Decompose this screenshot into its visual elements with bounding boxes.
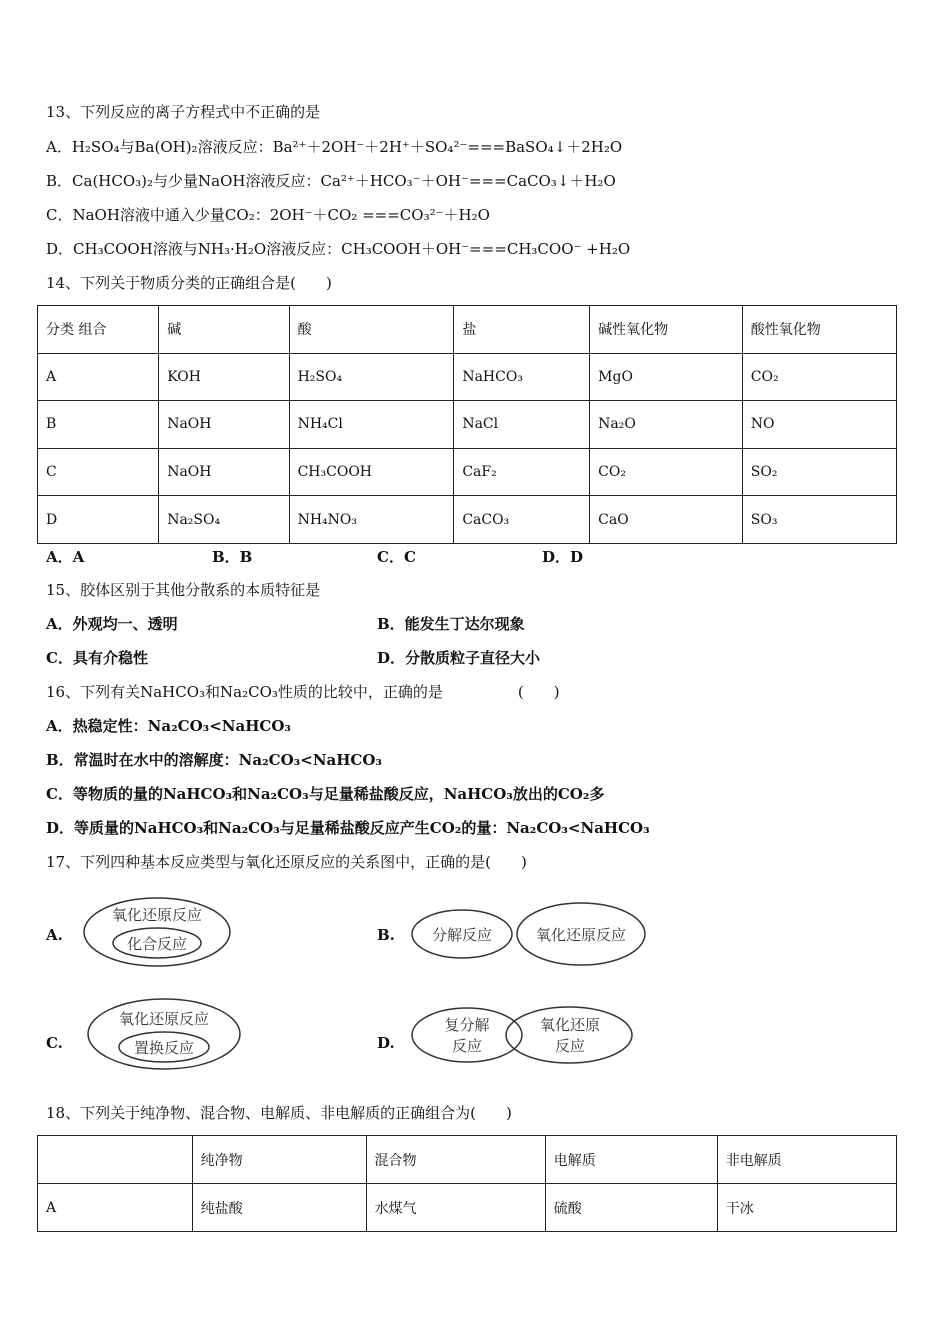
table-cell: CH₃COOH bbox=[289, 448, 454, 496]
table-row bbox=[38, 448, 897, 496]
q15-title: 15、胶体区别于其他分散系的本质特征是 bbox=[46, 581, 321, 599]
table-row bbox=[38, 496, 897, 544]
q14-answer-b: B．B bbox=[212, 548, 253, 566]
diagram-c-inner-label: 置换反应 bbox=[133, 1039, 194, 1057]
q15-option-d: D．分散质粒子直径大小 bbox=[377, 649, 541, 667]
q14-answer-c: C．C bbox=[377, 548, 416, 566]
q16-option-a: A．热稳定性：Na₂CO₃<NaHCO₃ bbox=[46, 717, 291, 735]
table-header-row bbox=[38, 306, 897, 354]
table-cell: 纯盐酸 bbox=[192, 1184, 366, 1232]
q17-letter-d: D. bbox=[377, 1034, 395, 1052]
q13-option-b: B．Ca(HCO₃)₂与少量NaOH溶液反应：Ca²⁺＋HCO₃⁻＋OH⁻===CaCO₃↓＋H₂O bbox=[46, 172, 616, 190]
q16-option-c: C．等物质的量的NaHCO₃和Na₂CO₃与足量稀盐酸反应，NaHCO₃放出的CO₂多 bbox=[46, 785, 605, 803]
table-row bbox=[38, 401, 897, 449]
q17-title: 17、下列四种基本反应类型与氧化还原反应的关系图中，正确的是( ) bbox=[46, 853, 527, 871]
q14-title: 14、下列关于物质分类的正确组合是( ) bbox=[46, 274, 332, 292]
table-cell: 水煤气 bbox=[366, 1184, 545, 1232]
table-cell: H₂SO₄ bbox=[289, 353, 454, 401]
q15-option-a: A．外观均一、透明 bbox=[46, 615, 178, 633]
table-cell: 电解质 bbox=[545, 1136, 717, 1184]
table-cell: 碱性氧化物 bbox=[590, 306, 743, 354]
table-cell: 酸性氧化物 bbox=[742, 306, 896, 354]
table-cell: NH₄Cl bbox=[289, 401, 454, 449]
table-cell: A bbox=[38, 353, 159, 401]
table-cell: SO₃ bbox=[742, 496, 896, 544]
q14-answer-d: D．D bbox=[542, 548, 584, 566]
table-cell: CaF₂ bbox=[454, 448, 590, 496]
diagram-d-right-label: 氧化还原 反应 bbox=[539, 1016, 600, 1055]
q15-option-b: B．能发生丁达尔现象 bbox=[377, 615, 525, 633]
table-cell: 混合物 bbox=[366, 1136, 545, 1184]
q14-table bbox=[37, 305, 897, 544]
q17-letter-c: C. bbox=[46, 1034, 63, 1052]
q16-option-b: B．常温时在水中的溶解度：Na₂CO₃<NaHCO₃ bbox=[46, 751, 382, 769]
table-cell: CO₂ bbox=[742, 353, 896, 401]
q18-title: 18、下列关于纯净物、混合物、电解质、非电解质的正确组合为( ) bbox=[46, 1104, 512, 1122]
table-cell: KOH bbox=[159, 353, 289, 401]
table-cell: CaO bbox=[590, 496, 743, 544]
table-cell: 非电解质 bbox=[717, 1136, 896, 1184]
table-cell: NaOH bbox=[159, 448, 289, 496]
table-cell: Na₂O bbox=[590, 401, 743, 449]
table-row bbox=[38, 1184, 897, 1232]
table-cell: 分类 组合 bbox=[38, 306, 159, 354]
table-cell: Na₂SO₄ bbox=[159, 496, 289, 544]
table-cell: 碱 bbox=[159, 306, 289, 354]
q13-option-d: D．CH₃COOH溶液与NH₃·H₂O溶液反应：CH₃COOH＋OH⁻===CH₃COO⁻ +H₂O bbox=[46, 240, 631, 258]
table-cell: NO bbox=[742, 401, 896, 449]
table-cell: SO₂ bbox=[742, 448, 896, 496]
table-cell: 干冰 bbox=[717, 1184, 896, 1232]
table-cell: MgO bbox=[590, 353, 743, 401]
diagram-a-outer-label: 氧化还原反应 bbox=[111, 906, 202, 924]
table-cell: NaCl bbox=[454, 401, 590, 449]
diagram-d-left-label: 复分解 反应 bbox=[444, 1016, 490, 1055]
table-header-row bbox=[38, 1136, 897, 1184]
q13-option-c: C．NaOH溶液中通入少量CO₂：2OH⁻＋CO₂ ===CO₃²⁻＋H₂O bbox=[46, 206, 490, 224]
table-cell: 酸 bbox=[289, 306, 454, 354]
table-cell: NaHCO₃ bbox=[454, 353, 590, 401]
table-cell: C bbox=[38, 448, 159, 496]
table-cell: 硫酸 bbox=[545, 1184, 717, 1232]
q17-letter-a: A. bbox=[46, 926, 63, 944]
table-cell: B bbox=[38, 401, 159, 449]
q15-option-c: C．具有介稳性 bbox=[46, 649, 148, 667]
table-cell: CO₂ bbox=[590, 448, 743, 496]
q13-option-a: A．H₂SO₄与Ba(OH)₂溶液反应：Ba²⁺＋2OH⁻＋2H⁺＋SO₄²⁻===BaSO₄↓＋2H₂O bbox=[46, 138, 623, 156]
table-row bbox=[38, 353, 897, 401]
table-cell: 纯净物 bbox=[192, 1136, 366, 1184]
diagram-b-left-label: 分解反应 bbox=[431, 926, 492, 944]
table-cell: D bbox=[38, 496, 159, 544]
table-cell: 盐 bbox=[454, 306, 590, 354]
table-cell bbox=[38, 1136, 193, 1184]
q18-table bbox=[37, 1135, 897, 1232]
q17-letter-b: B. bbox=[377, 926, 395, 944]
diagram-b-right-label: 氧化还原反应 bbox=[535, 926, 626, 944]
q13-title: 13、下列反应的离子方程式中不正确的是 bbox=[46, 103, 321, 121]
table-cell: A bbox=[38, 1184, 193, 1232]
q16-option-d: D．等质量的NaHCO₃和Na₂CO₃与足量稀盐酸反应产生CO₂的量：Na₂CO₃<NaHCO₃ bbox=[46, 819, 650, 837]
table-cell: CaCO₃ bbox=[454, 496, 590, 544]
table-cell: NaOH bbox=[159, 401, 289, 449]
q14-answer-a: A．A bbox=[46, 548, 85, 566]
diagram-c-outer-label: 氧化还原反应 bbox=[118, 1010, 209, 1028]
diagram-a-inner-label: 化合反应 bbox=[126, 935, 187, 953]
table-cell: NH₄NO₃ bbox=[289, 496, 454, 544]
q16-title: 16、下列有关NaHCO₃和Na₂CO₃性质的比较中，正确的是 ( ) bbox=[46, 683, 560, 701]
